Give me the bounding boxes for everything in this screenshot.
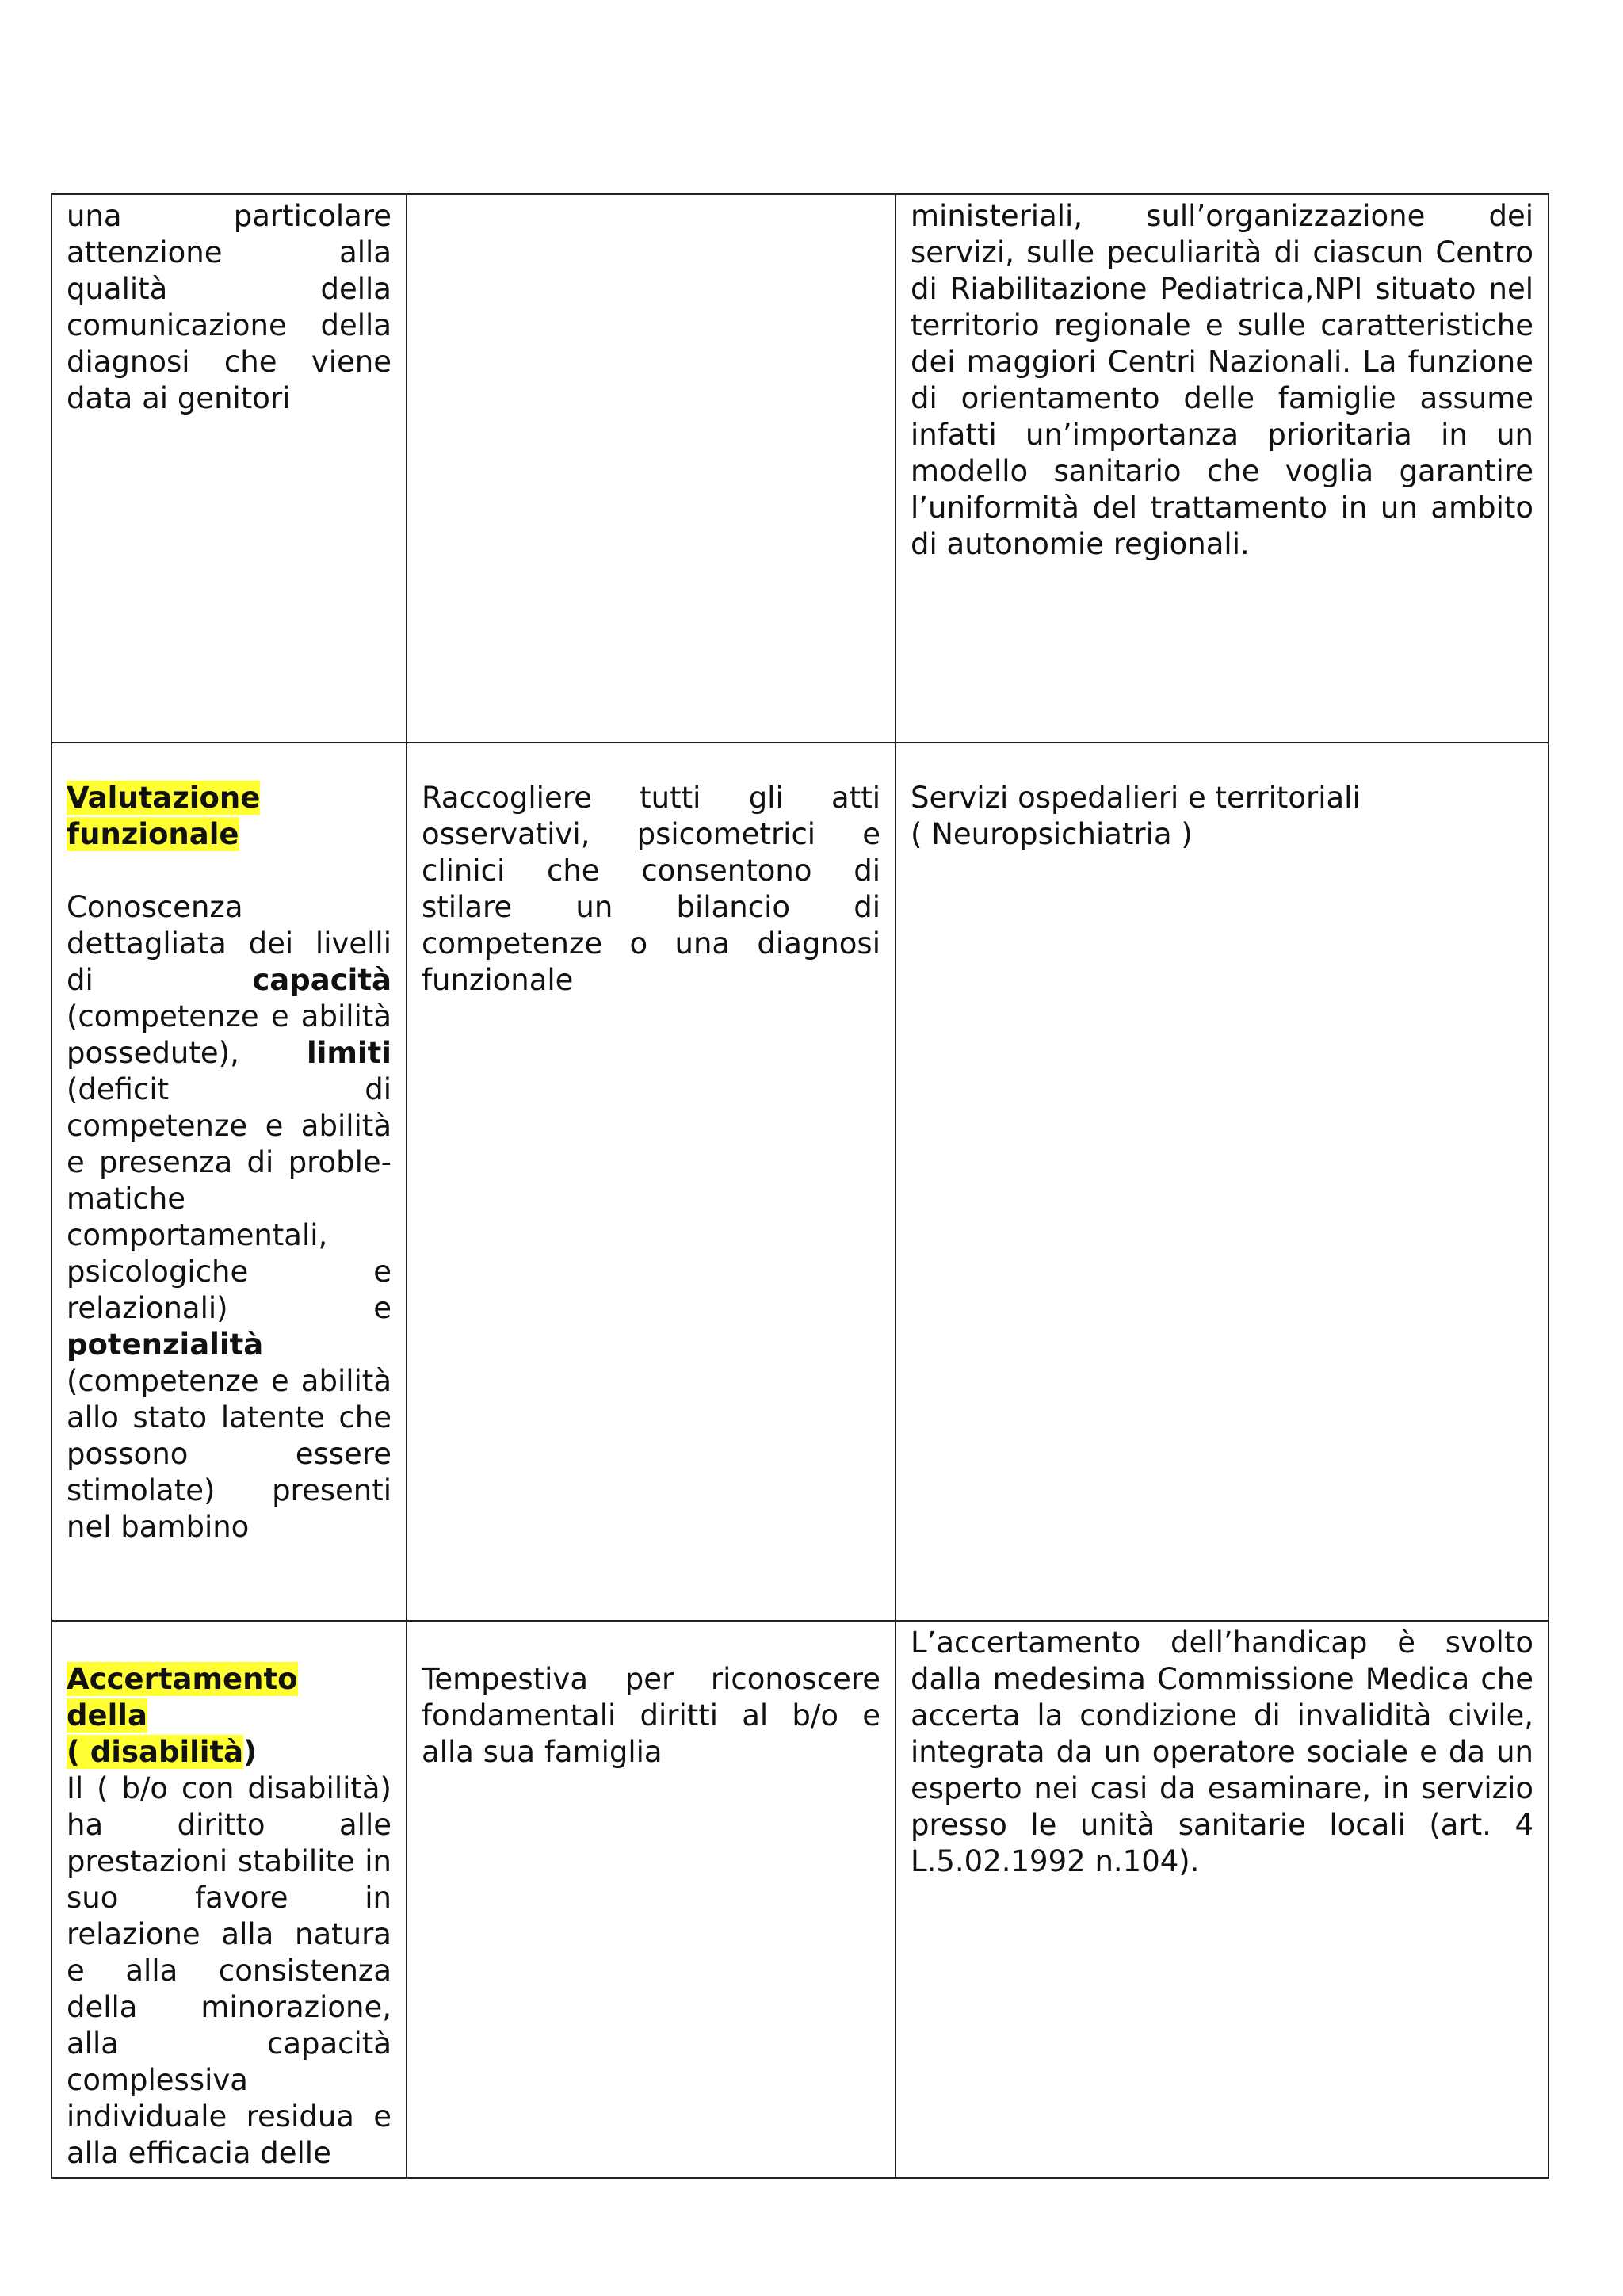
- cell-text: Tempestiva per riconoscere fondamentali diritti al b/o e alla sua famiglia: [422, 1662, 880, 1769]
- cell-services: [896, 1621, 1549, 2178]
- cell-text: Raccogliere tutti gli atti osservativi, psicometrici e clinici che consentono di stilare un bilancio di competenze o una diagnosi funzionale: [422, 781, 880, 997]
- cell-text: ministeriali, sull’organizzazione dei servizi, sulle peculiarità di ciascun Centro di Riabilitazione Pediatrica,NPI situato nel territorio regionale e sulle caratteristiche dei maggiori Centri Nazionali. La funzione di orientamento delle famiglie assume infatti un’importanza prioritaria in un modello sanitario che voglia garantire l’uniformità del trattamento in un ambito di autonomie regionali.: [911, 199, 1533, 561]
- title-word: disabilità: [90, 1735, 244, 1769]
- table-row: [52, 743, 1549, 1621]
- section-title: [67, 1661, 391, 1698]
- table-row: [52, 194, 1549, 743]
- title-paren: (: [67, 1735, 90, 1769]
- cell-text: Servizi ospedalieri e territoriali: [911, 781, 1361, 815]
- highlighted-title: della: [67, 1698, 147, 1733]
- highlighted-title: Valutazione funzionale: [67, 781, 261, 851]
- text-part: (competenze e abilità possedute),: [67, 999, 391, 1070]
- table-row: [52, 1621, 1549, 2178]
- highlighted-title: [67, 1735, 243, 1769]
- cell-method: [407, 194, 896, 743]
- cell-text: Il ( b/o con disabilità) ha diritto alle prestazioni stabilite in suo favore in relazione alla natura e alla consistenza della minorazione, alla capacità complessiva individuale residua e alla efficacia delle: [67, 1771, 391, 2170]
- bold-term: limiti: [307, 1036, 391, 1070]
- highlighted-title: Accertamento: [67, 1662, 298, 1696]
- cell-objective: [52, 194, 407, 743]
- section-title: [67, 1734, 391, 1771]
- document-table: [51, 193, 1549, 2179]
- cell-services: [896, 743, 1549, 1621]
- cell-text: una particolare attenzione alla qualità della comunicazione della diagnosi che viene data ai genitori: [67, 199, 391, 415]
- cell-text: [67, 889, 391, 1545]
- cell-method: [407, 1621, 896, 2178]
- cell-method: [407, 743, 896, 1621]
- text-part: Conoscenza dettagliata dei livelli di: [67, 890, 391, 997]
- cell-objective: [52, 1621, 407, 2178]
- text-part: (deficit di competenze e abilità e presenza di proble-matiche comportamentali, psicologiche e relazionali) e: [67, 1072, 391, 1325]
- text-part: (competenze e abilità allo stato latente che possono essere stimolate) presenti nel bambino: [67, 1364, 391, 1544]
- cell-services: [896, 194, 1549, 743]
- section-title: [67, 780, 391, 853]
- cell-text: ( Neuropsichiatria ): [911, 817, 1193, 851]
- cell-objective: [52, 743, 407, 1621]
- bold-term: potenzialità: [67, 1328, 264, 1362]
- title-paren: ): [243, 1735, 258, 1769]
- cell-text: L’accertamento dell’handicap è svolto dalla medesima Commissione Medica che accerta la condizione di invalidità civile, integrata da un operatore sociale e da un esperto nei casi da esaminare, in servizio presso le unità sanitarie locali (art. 4 L.5.02.1992 n.104).: [911, 1626, 1533, 1878]
- bold-term: capacità: [252, 963, 391, 997]
- section-title: [67, 1698, 391, 1734]
